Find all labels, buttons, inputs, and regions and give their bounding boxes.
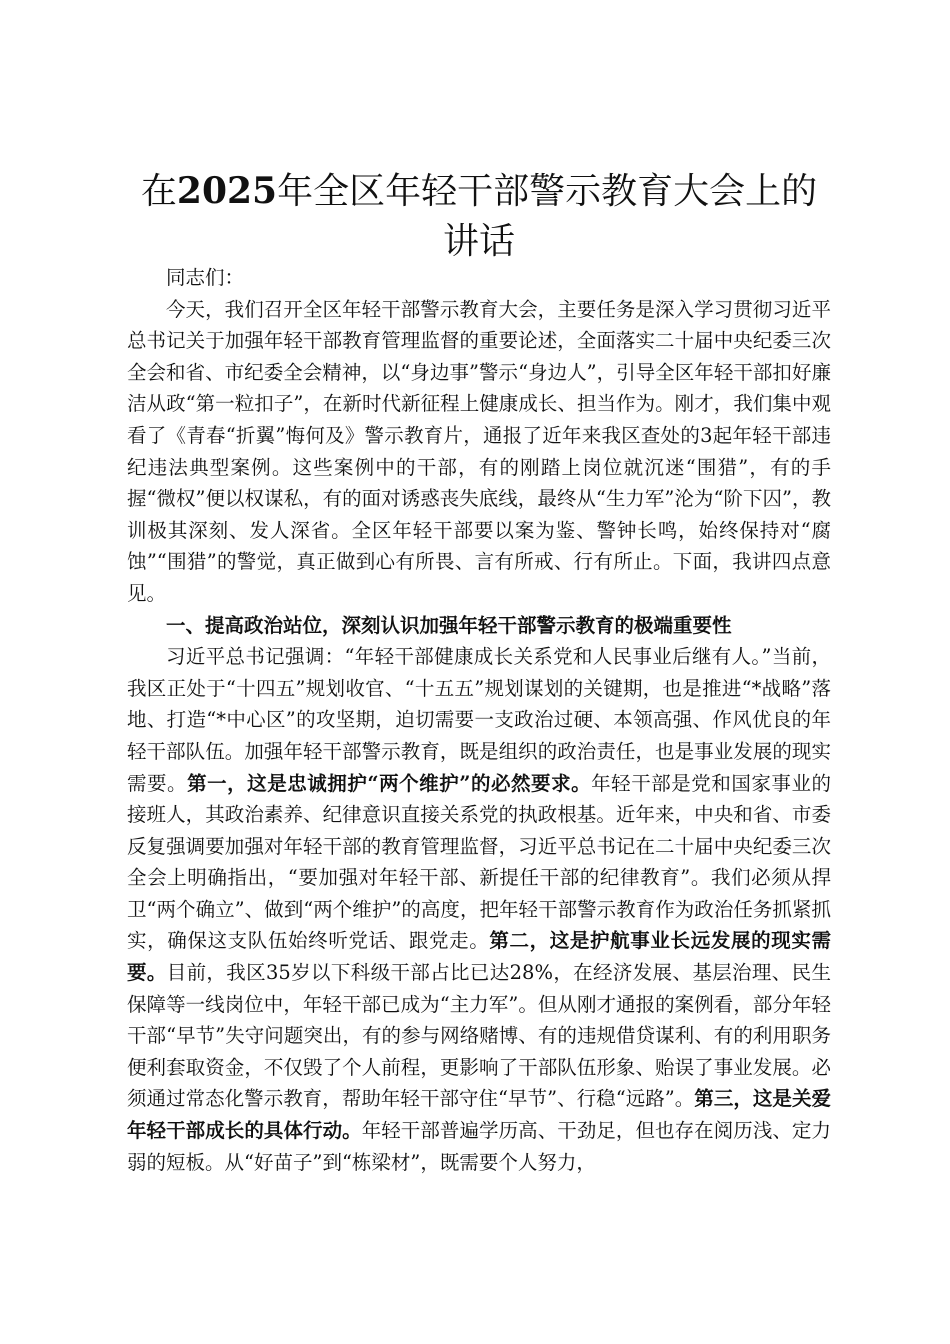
point-3-text: 年轻干部普遍学历高、干劲足，但也存在阅历浅、定力弱的短板。从“好苗子”到“栋梁材”，既需要个人努力， [127,1119,831,1174]
page-title [127,166,831,267]
point-2-heading: 第二，这是护航事业长远发展的现实需要。 [127,929,831,985]
intro-paragraph: 今天，我们召开全区年轻干部警示教育大会，主要任务是深入学习贯彻习近平总书记关于加强年轻干部教育管理监督的重要论述，全面落实二十届中央纪委三次全会和省、市纪委全会精神，以“身边事”警示“身边人”，引导全区年轻干部扣好廉洁从政“第一粒扣子”，在新时代新征程上健康成长、担当作为。刚才，我们集中观看了《青春“折翼”悔何及》警示教育片，通报了近年来我区查处的3起年轻干部违纪违法典型案例。这些案例中的干部，有的刚踏上岗位就沉迷“围猎”，有的手握“微权”便以权谋私，有的面对诱惑丧失底线，最终从“生力军”沦为“阶下囚”，教训极其深刻、发人深省。全区年轻干部要以案为鉴、警钟长鸣，始终保持对“腐蚀”“围猎”的警觉，真正做到心有所畏、言有所戒、行有所止。下面，我讲四点意见。 [127,297,831,605]
title-prefix: 在 [140,171,177,212]
title-year: 2025 [176,170,278,212]
salutation: 同志们： [166,266,245,289]
section-heading-1: 一、提高政治站位，深刻认识加强年轻干部警示教育的极端重要性 [166,613,732,637]
title-suffix: 年全区年轻干部警示教育大会上的讲话 [277,171,818,262]
point-1-heading: 第一，这是忠诚拥护“两个维护”的必然要求。 [187,771,592,795]
point-2-text: 目前，我区35岁以下科级干部占比已达28%，在经济发展、基层治理、民生保障等一线岗位中，年轻干部已成为“主力军”。但从刚才通报的案例看，部分年轻干部“早节”失守问题突出，有的参与网络赌博、有的违规借贷谋利、有的利用职务便利套取资金，不仅毁了个人前程，更影响了干部队伍形象、贻误了事业发展。必须通过常态化警示教育，帮助年轻干部守住“早节”、行稳“远路”。 [127,961,831,1111]
section-1-paragraph [127,641,831,1178]
point-1-text: 年轻干部是党和国家事业的接班人，其政治素养、纪律意识直接关系党的执政根基。近年来，中央和省、市委反复强调要加强对年轻干部的教育管理监督，习近平总书记在二十届中央纪委三次全会上明确指出，“要加强对年轻干部、新提任干部的纪律教育”。我们必须从捍卫“两个确立”、做到“两个维护”的高度，把年轻干部警示教育作为政治任务抓紧抓实，确保这支队伍始终听党话、跟党走。 [127,771,831,953]
document-body [127,262,831,1178]
section-1-lead-text: 习近平总书记强调：“年轻干部健康成长关系党和人民事业后继有人。”当前，我区正处于“十四五”规划收官、“十五五”规划谋划的关键期，也是推进“*战略”落地、打造“*中心区”的攻坚期，迫切需要一支政治过硬、本领高强、作风优良的年轻干部队伍。加强年轻干部警示教育，既是组织的政治责任，也是事业发展的现实需要。 [127,645,831,795]
point-3-heading: 第三，这是关爱年轻干部成长的具体行动。 [127,1087,831,1143]
